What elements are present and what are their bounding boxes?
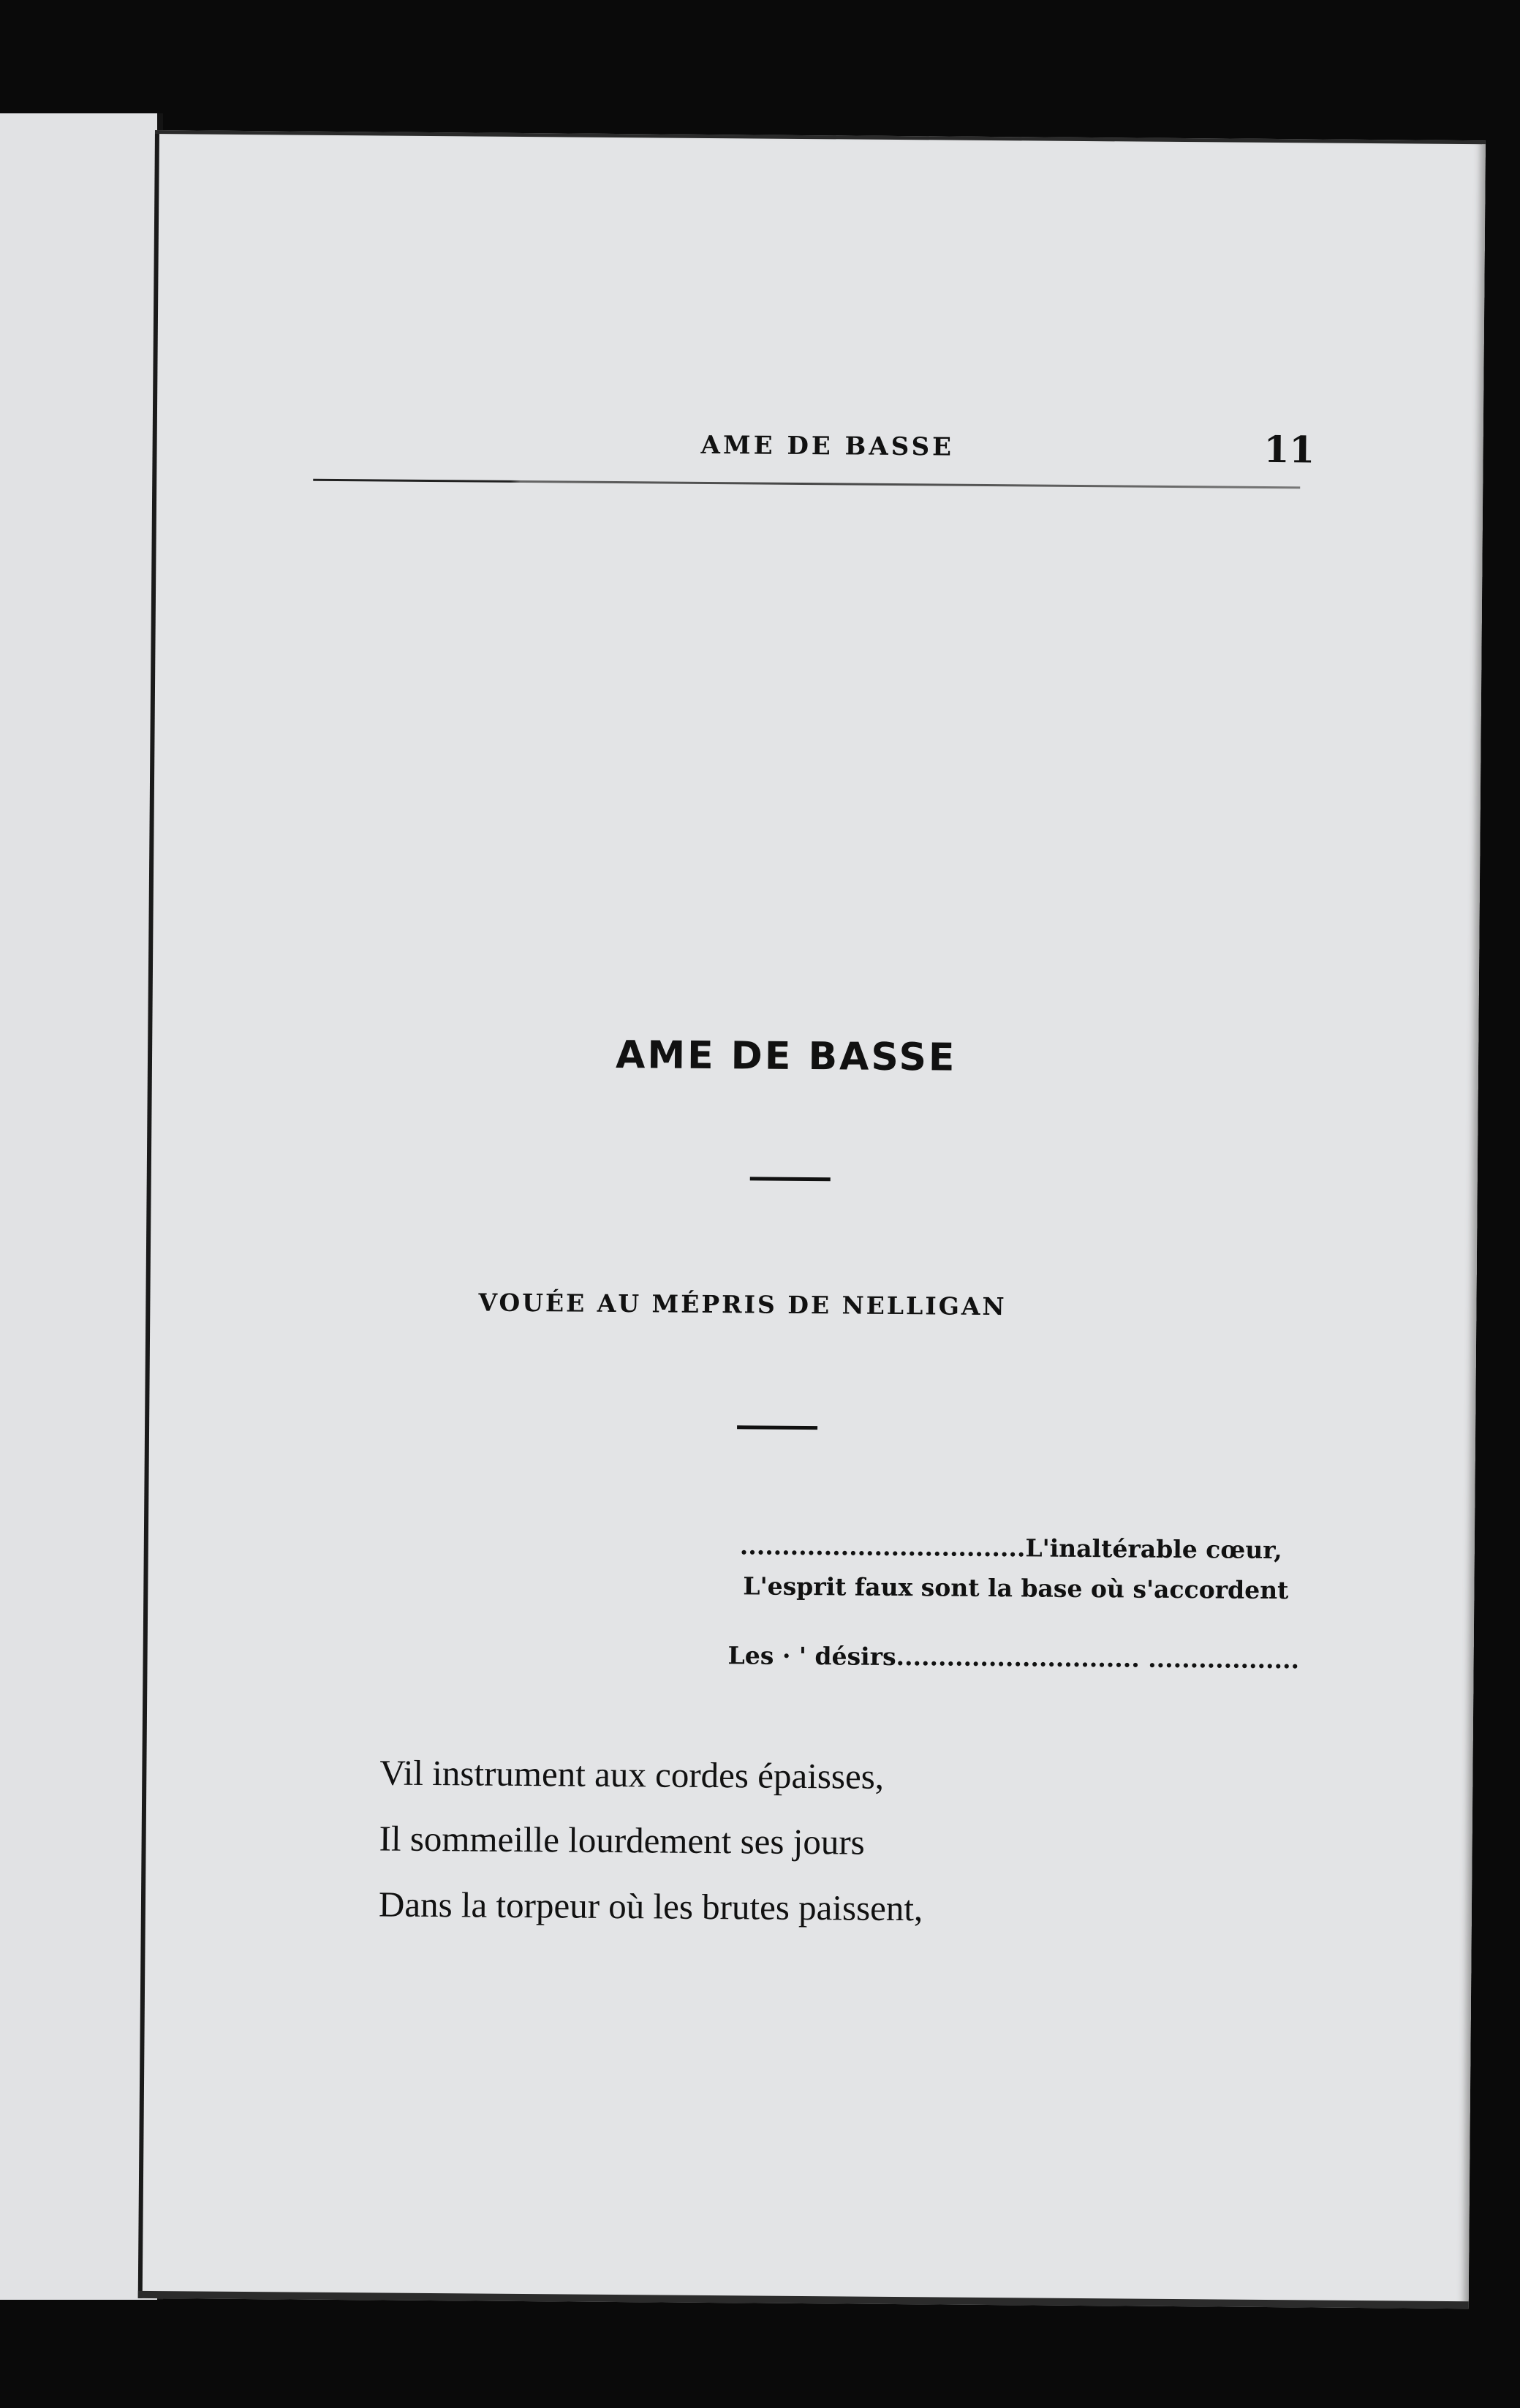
dedication: VOUÉE AU MÉPRIS DE NELLIGAN bbox=[478, 1288, 1007, 1321]
dedication-divider bbox=[737, 1425, 817, 1430]
title-divider bbox=[750, 1177, 831, 1181]
page-bottom-edge bbox=[138, 2291, 1469, 2309]
previous-page-edge bbox=[0, 113, 163, 2300]
epigraph-line: Les · ' désirs............................. .................. bbox=[727, 1641, 1300, 1675]
epigraph-line: ..................................L'inaltérable cœur, bbox=[739, 1531, 1282, 1565]
epigraph-line: L'esprit faux sont la base où s'accordent bbox=[743, 1571, 1289, 1605]
page-number: 11 bbox=[1263, 427, 1315, 472]
verse-line: Il sommeille lourdement ses jours bbox=[379, 1818, 865, 1862]
poem-title: AME DE BASSE bbox=[615, 1033, 957, 1080]
running-head: AME DE BASSE bbox=[700, 430, 955, 462]
book-page bbox=[138, 130, 1486, 2309]
verse-line: Dans la torpeur où les brutes paissent, bbox=[378, 1884, 923, 1929]
header-rule bbox=[313, 479, 1300, 489]
verse-line: Vil instrument aux cordes épaisses, bbox=[379, 1752, 885, 1797]
